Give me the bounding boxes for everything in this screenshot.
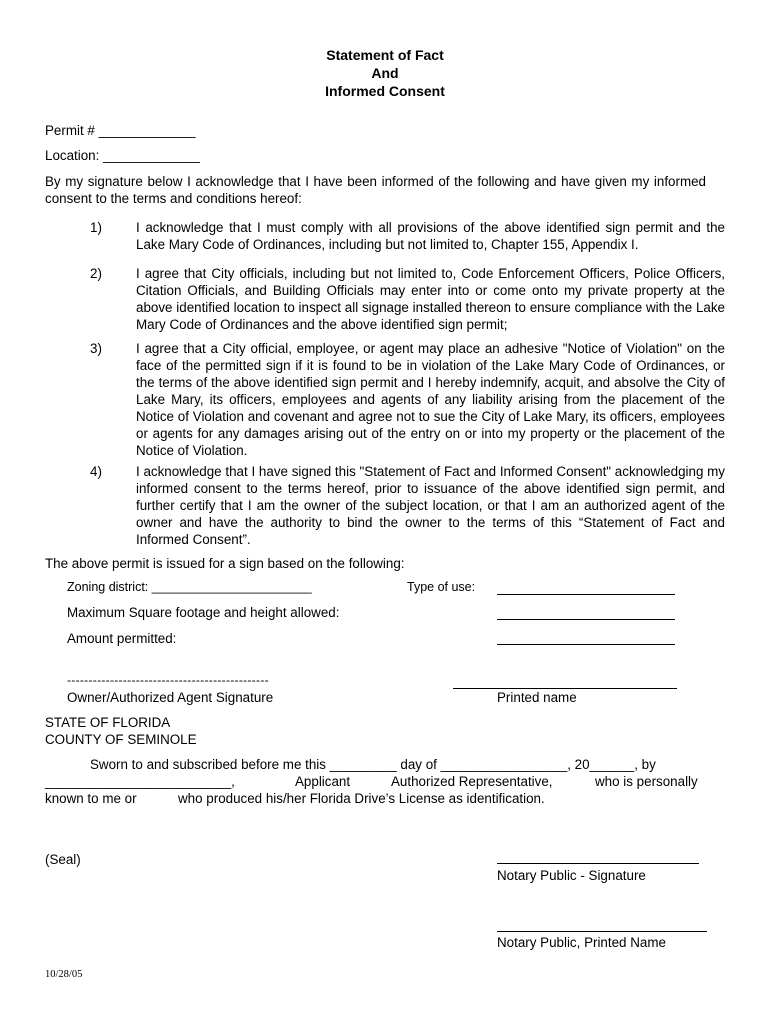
amount-permitted-label: Amount permitted: xyxy=(67,631,177,646)
county-label: COUNTY OF SEMINOLE xyxy=(45,732,197,747)
known-to-me-option: known to me or xyxy=(45,791,137,806)
seal-label: (Seal) xyxy=(45,852,81,867)
permit-basis-text: The above permit is issued for a sign based on the following: xyxy=(45,556,405,571)
authorized-representative-option: Authorized Representative, xyxy=(391,774,553,789)
max-square-footage-label: Maximum Square footage and height allowed: xyxy=(67,605,340,620)
item-3-text: I agree that a City official, employee, or agent may place an adhesive "Notice of Violation" on the face of the permitted sign if it is found to be in violation of the Lake Mary Code of Ordinances, or the terms of the above identified sign permit and I hereby indemnify, acquit, and absolve the City of Lake Mary, its officers, employees and agents of any liability arising from the placement of the Notice of Violation and covenant and agree not to sue the City of Lake Mary, its officers, employees or agents for any damages arising out of the entry on or into my property or the placement of the Notice of Violation. xyxy=(136,341,725,458)
applicant-option: Applicant xyxy=(295,774,351,789)
item-1-number: 1) xyxy=(90,220,102,235)
owner-signature-label: Owner/Authorized Agent Signature xyxy=(67,690,274,705)
printed-name-label: Printed name xyxy=(497,690,577,705)
type-of-use-label: Type of use: xyxy=(407,580,476,594)
form-revision-date: 10/28/05 xyxy=(45,969,83,980)
item-2-text: I agree that City officials, including but not limited to, Code Enforcement Officers, Police Officers, Citation Officials, and Building Officials may enter into or come onto my private property at the above identified location to inspect all signage installed thereon to ensure compliance with the Lake Mary Code of Ordinances and the above identified sign permit; xyxy=(136,266,725,332)
sworn-statement-line-1: Sworn to and subscribed before me this _________ day of _________________, 20______, by xyxy=(90,757,656,772)
type-of-use-line xyxy=(497,594,675,595)
state-label: STATE OF FLORIDA xyxy=(45,715,171,730)
permit-number-field: Permit # _____________ xyxy=(45,123,196,138)
zoning-district-field: Zoning district: _______________________ xyxy=(67,580,312,594)
document-title-line-1: Statement of Fact xyxy=(326,47,444,63)
notary-signature-line xyxy=(497,863,699,864)
produced-license-option: who produced his/her Florida Drive’s License as identification. xyxy=(178,791,545,806)
document-title-line-3: Informed Consent xyxy=(325,83,445,99)
personally-known-text: who is personally xyxy=(595,774,698,789)
sworn-name-blank: _________________________, xyxy=(45,774,235,789)
notary-printed-name-line xyxy=(497,931,707,932)
owner-signature-line: ----------------------------------------------- xyxy=(67,673,269,687)
max-square-footage-line xyxy=(497,619,675,620)
location-field: Location: _____________ xyxy=(45,148,200,163)
item-4-text: I acknowledge that I have signed this "Statement of Fact and Informed Consent" acknowledging my informed consent to the terms hereof, prior to issuance of the above identified sign permit, and further certify that I am the owner of the subject location, or that I am an authorized agent of the owner and have the authority to bind the owner to the terms of this “Statement of Fact and Informed Consent”. xyxy=(136,464,725,547)
item-1-text: I acknowledge that I must comply with all provisions of the above identified sign permit and the Lake Mary Code of Ordinances, including but not limited to, Chapter 155, Appendix I. xyxy=(136,220,725,252)
item-2-number: 2) xyxy=(90,266,102,281)
notary-printed-name-label: Notary Public, Printed Name xyxy=(497,935,666,950)
notary-signature-label: Notary Public - Signature xyxy=(497,868,646,883)
amount-permitted-line xyxy=(497,644,675,645)
item-3-number: 3) xyxy=(90,341,102,356)
document-title-line-2: And xyxy=(371,65,399,81)
intro-paragraph: By my signature below I acknowledge that I have been informed of the following and have given my informed consent to the terms and conditions hereof: xyxy=(45,174,706,206)
item-4-number: 4) xyxy=(90,464,102,479)
